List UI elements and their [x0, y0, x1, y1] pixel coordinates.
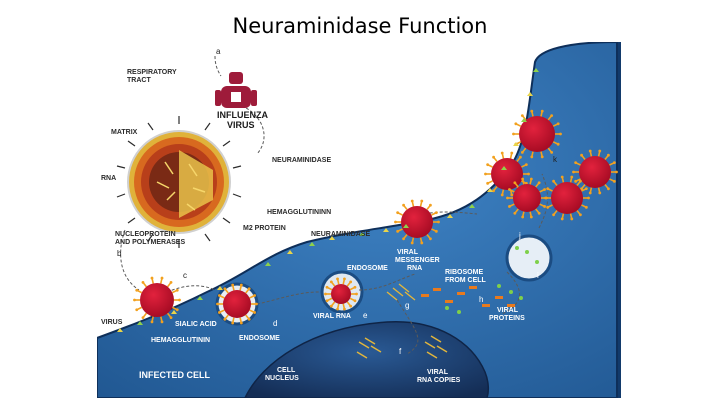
label-influenza-2: VIRUS — [227, 120, 255, 130]
step-g: g — [405, 301, 410, 310]
label-viral-mrna-1: VIRAL — [397, 249, 418, 256]
label-neuraminidase-top: NEURAMINIDASE — [272, 157, 332, 164]
label-rna-copies-2: RNA COPIES — [417, 377, 461, 384]
label-viral-rna: VIRAL RNA — [313, 313, 351, 320]
step-i: i — [537, 271, 539, 280]
step-j: j — [519, 231, 521, 240]
label-matrix: MATRIX — [111, 129, 138, 136]
label-ribosome-2: FROM CELL — [445, 277, 486, 284]
label-viral-mrna-3: RNA — [407, 265, 423, 272]
neuraminidase-diagram — [97, 42, 621, 398]
step-h: h — [479, 295, 484, 304]
label-nucleoprotein-1: NUCLEOPROTEIN — [115, 231, 176, 238]
label-infected-cell: INFECTED CELL — [139, 370, 210, 380]
label-viral-mrna-2: MESSENGER — [395, 257, 440, 264]
label-nucleoprotein-2: AND POLYMERASES — [115, 239, 186, 246]
label-hemagglutinin-top: HEMAGGLUTININN — [267, 209, 332, 216]
label-endosome-bottom: ENDOSOME — [239, 335, 280, 342]
label-viral-proteins-1: VIRAL — [497, 307, 518, 314]
label-rna: RNA — [101, 175, 117, 182]
label-influenza-1: INFLUENZA — [217, 110, 268, 120]
label-cell-nucleus-2: NUCLEUS — [265, 375, 299, 382]
step-d: d — [273, 319, 278, 328]
label-virus: VIRUS — [101, 319, 123, 326]
label-respiratory-1: RESPIRATORY — [127, 69, 177, 76]
label-rna-copies-1: VIRAL — [427, 369, 448, 376]
label-neuraminidase-mid: NEURAMINIDASE — [311, 231, 371, 238]
label-m2-protein: M2 PROTEIN — [243, 225, 286, 232]
label-respiratory-2: TRACT — [127, 77, 151, 84]
budding-pocket — [507, 236, 551, 280]
step-e: e — [363, 311, 368, 320]
label-ribosome-1: RIBOSOME — [445, 269, 484, 276]
label-endosome-top: ENDOSOME — [347, 265, 388, 272]
label-viral-proteins-2: PROTEINS — [489, 315, 525, 322]
slide-title: Neuraminidase Function — [232, 14, 488, 38]
step-a: a — [216, 47, 221, 56]
label-sialic-acid: SIALIC ACID — [175, 321, 217, 328]
step-c: c — [183, 271, 187, 280]
label-cell-nucleus-1: CELL — [277, 367, 296, 374]
step-b: b — [117, 249, 122, 258]
step-k: k — [553, 155, 557, 164]
label-hemagglutinin-bottom: HEMAGGLUTININ — [151, 337, 211, 344]
step-f: f — [399, 347, 402, 356]
